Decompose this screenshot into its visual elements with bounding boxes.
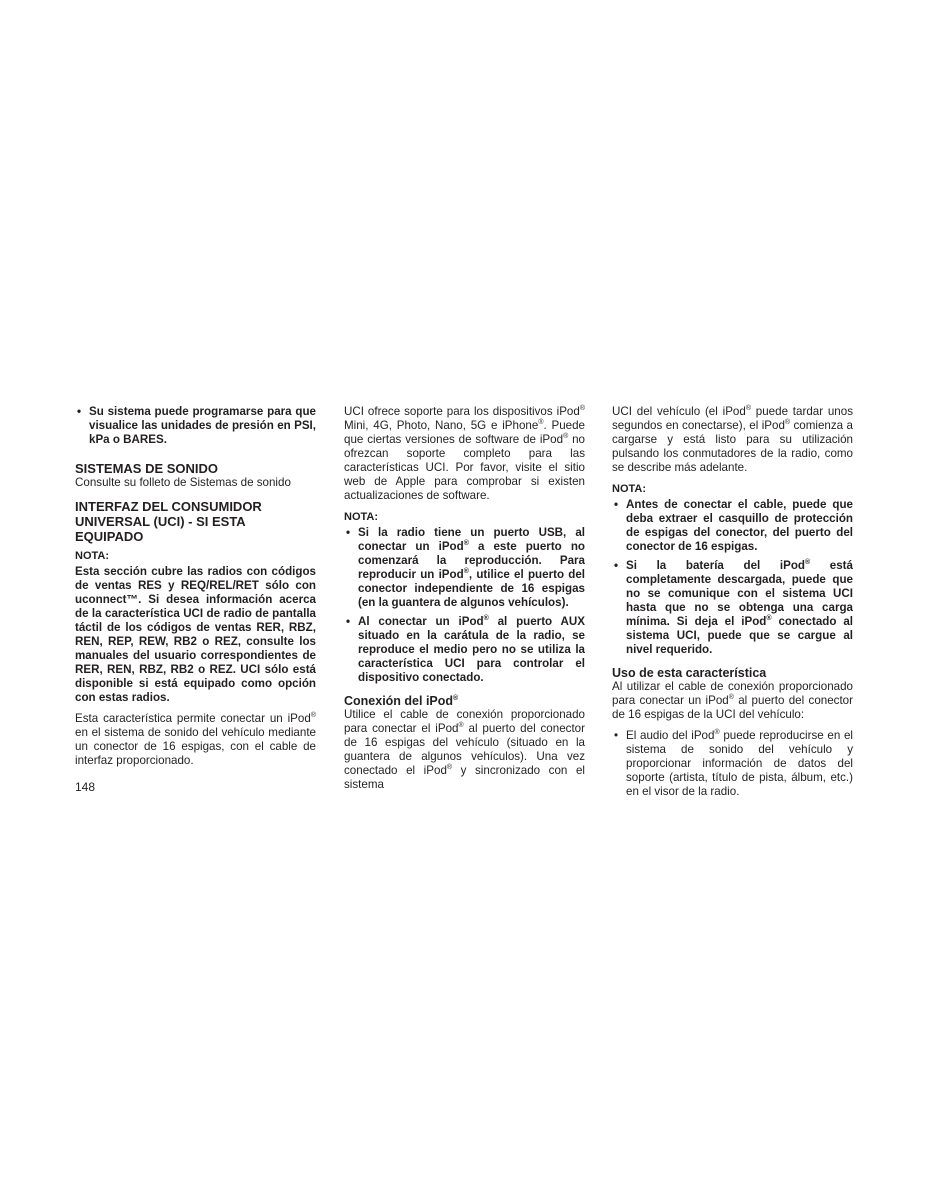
paragraph-connection [344,708,585,792]
heading-ipod-connection [344,694,585,708]
paragraph-supported-devices [344,405,585,503]
text-span: UCI ofrece soporte para los dispositivos iPod [344,405,580,418]
text-span: UCI del vehículo (el iPod [612,405,746,418]
text-span: puede reproducirse en el sistema de sonido del vehículo y proporcionar información de datos del soporte (artista, título de pista, álbum, etc.) en el visor de la radio. [626,729,854,798]
text-span: . Puede que ciertas versiones de software de iPod [344,419,586,446]
text-span: Al utilizar el cable de conexión proporcionado para conectar un iPod [612,680,853,707]
text-span: a este puerto no comenzará la reproducción. Para reproducir un iPod [358,540,585,581]
page-number: 148 [75,780,96,794]
column-middle [344,405,585,799]
text-span: Antes de conectar el cable, puede que deba extraer el casquillo de protección de espigas del conector, del puerto del conector de 16 espigas. [626,498,853,553]
text-span: Esta característica permite conectar un iPod [75,712,311,725]
heading-sound-systems: SISTEMAS DE SONIDO [75,461,219,476]
registered-symbol: ® [579,405,585,413]
bullet-dot: • [346,615,351,628]
heading-use-feature: Uso de esta característica [612,666,767,680]
bullet-battery [612,559,853,657]
bullet-remove-cap [612,498,853,554]
registered-symbol: ® [563,433,569,441]
bullet-dot: • [614,498,619,511]
registered-symbol: ® [714,729,720,737]
heading-uci: INTERFAZ DEL CONSUMIDOR UNIVERSAL (UCI) - SI ESTA EQUIPADO [75,499,262,544]
registered-symbol: ® [804,559,811,567]
registered-symbol: ® [453,694,459,702]
registered-symbol: ® [728,694,734,702]
paragraph-charging [612,405,853,475]
paragraph-feature [75,712,316,768]
text-span: no ofrezcan soporte completo para las características UCI. Por favor, visite el sitio web de Apple para comprobar si existen actualizaciones de software. [344,433,586,502]
registered-symbol: ® [458,722,464,730]
registered-symbol: ® [538,419,544,427]
text-span: Mini, 4G, Photo, Nano, 5G e iPhone [344,419,539,432]
column-right [612,405,853,804]
text-span: en el sistema de sonido del vehículo mediante un conector de 16 espigas, con el cable de interfaz proporcionado. [75,726,316,767]
bullet-usb-port [344,526,585,610]
text-span: al puerto AUX situado en la carátula de la radio, se reproduce el medio pero no se utiliza la característica UCI para controlar el dispositivo conectado. [358,615,585,684]
bullet-audio [612,729,853,799]
text-span: y sincronizado con el sistema [344,764,585,791]
registered-symbol: ® [463,540,469,548]
registered-symbol: ® [463,568,469,576]
text-span: Utilice el cable de conexión proporcionado para conectar el iPod [344,708,585,735]
paragraph-use [612,680,853,722]
text-span: Si la batería del iPod [626,559,805,572]
note-label: NOTA: [612,483,647,495]
text-span: puede tardar unos segundos en conectarse), el iPod [612,405,853,432]
text-span: El audio del iPod [626,729,715,742]
text-span: , utilice el puerto del conector independiente de 16 espigas (en la guantera de algunos vehículos). [358,568,585,609]
text-span: al puerto del conector de 16 espigas del vehículo (situado en la guantera de algunos vehículos). Una vez conectado el iPod [344,722,585,777]
registered-symbol: ® [766,615,772,623]
bullet-dot: • [77,405,82,418]
text-span: Si la radio tiene un puerto USB, al conectar un iPod [358,526,585,553]
registered-symbol: ® [745,405,751,413]
text-span: Conexión del iPod [344,694,454,708]
bullet-text: Su sistema puede programarse para que visualice las unidades de presión en PSI, kPa o BARES. [89,405,316,446]
bullet-dot: • [346,526,351,539]
column-left [75,405,316,775]
registered-symbol: ® [446,764,453,772]
note-label: NOTA: [344,511,379,523]
text-span: Al conectar un iPod [358,615,484,628]
bullet-dot: • [614,559,619,572]
registered-symbol: ® [784,419,791,427]
text-span: está completamente descargada, puede que no se comunique con el sistema UCI hasta que no se obtenga una carga mínima. Si deja el iPod [626,559,853,628]
sound-systems-text: Consulte su folleto de Sistemas de sonido [75,476,291,489]
registered-symbol: ® [310,712,316,720]
text-span: conectado al sistema UCI, puede que se cargue al nivel requerido. [626,615,854,656]
bullet-aux-port [344,615,585,685]
text-span: al puerto del conector de 16 espigas de la UCI del vehículo: [612,694,853,721]
bullet-dot: • [614,729,619,742]
text-span: comienza a cargarse y está listo para su utilización pulsando los conmutadores de la radio, como se describe más adelante. [612,419,853,474]
note-label: NOTA: [75,550,110,562]
registered-symbol: ® [483,615,489,623]
bullet-pressure-units [75,405,316,447]
note-text: Esta sección cubre las radios con códigos de ventas RES y REQ/REL/RET sólo con uconnect™. Si desea información acerca de la característica UCI de radio de pantalla táctil de los códigos de ventas RER, RBZ, REN, REP, REW, RB2 o REZ, consulte los manuales del usuario correspondientes de RER, REN, RBZ, RB2 o REZ. UCI sólo está disponible si está equipado como opción con estas radios. [75,565,316,704]
